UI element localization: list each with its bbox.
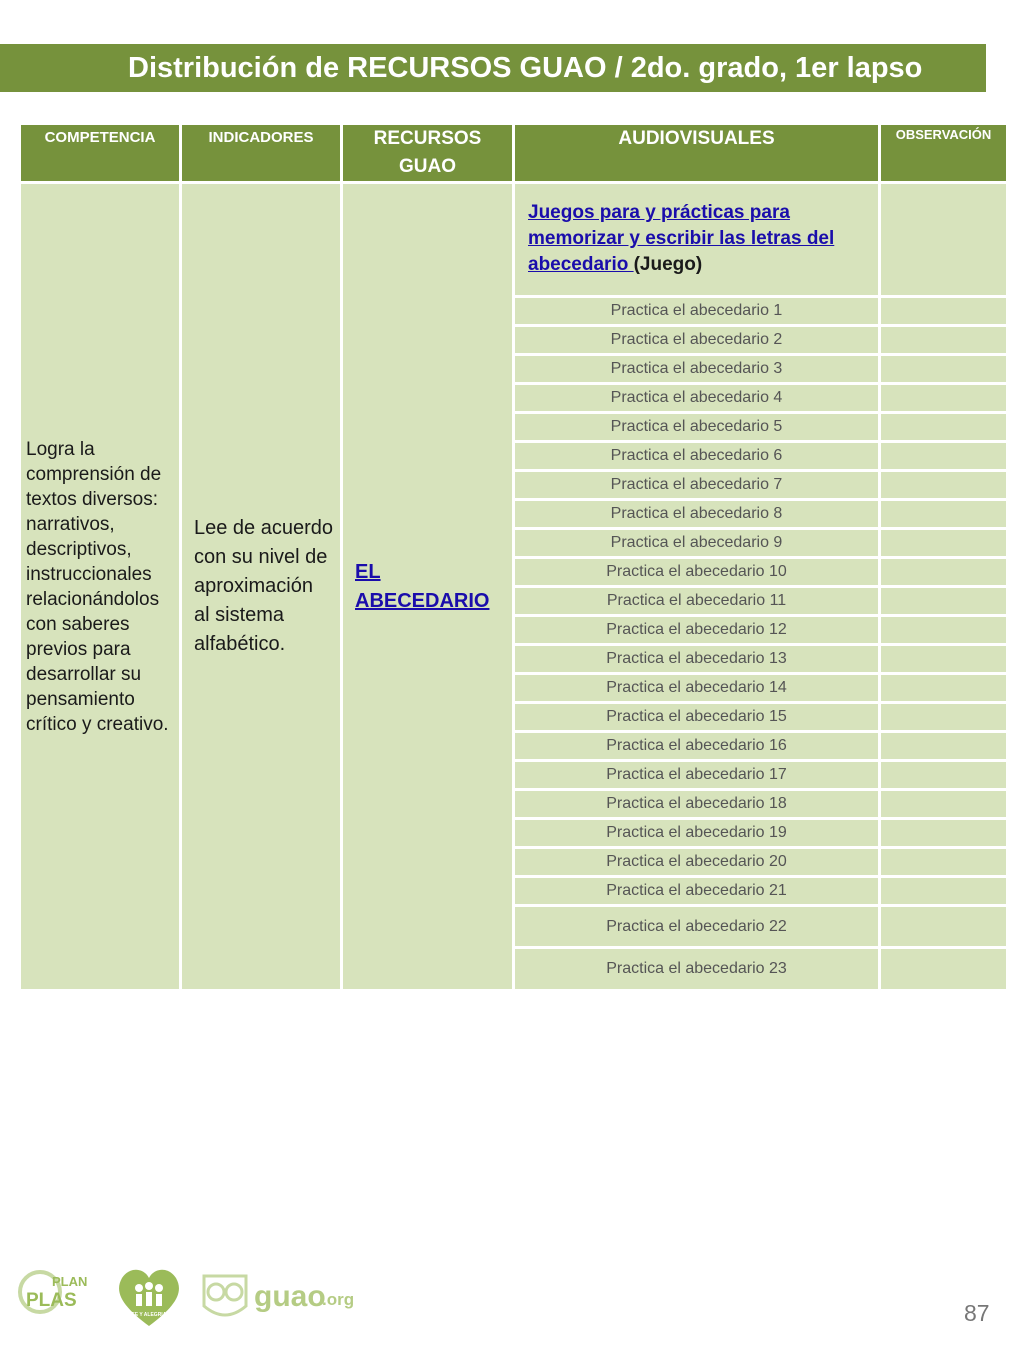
plan-pillas-logo-icon — [20, 1272, 87, 1312]
table-row — [20, 183, 1008, 297]
observacion-cell — [880, 948, 1008, 991]
juegos-abecedario-link[interactable]: Juegos para y prácticas para memorizar y escribir las letras del abecedario — [528, 202, 835, 275]
practice-item-22: Practica el abecedario 22 — [514, 906, 880, 948]
plan-logo-bottom-text: PLAS — [26, 1290, 77, 1311]
juego-cell — [514, 183, 880, 297]
observacion-cell — [880, 906, 1008, 948]
practice-item-5: Practica el abecedario 5 — [514, 413, 880, 442]
practice-item-4: Practica el abecedario 4 — [514, 384, 880, 413]
practice-item-7: Practica el abecedario 7 — [514, 471, 880, 500]
practice-item-13: Practica el abecedario 13 — [514, 645, 880, 674]
recurso-cell — [342, 183, 514, 991]
page-number: 87 — [964, 1300, 990, 1326]
observacion-cell — [880, 500, 1008, 529]
observacion-cell — [880, 703, 1008, 732]
practice-item-8: Practica el abecedario 8 — [514, 500, 880, 529]
observacion-cell — [880, 761, 1008, 790]
practice-item-16: Practica el abecedario 16 — [514, 732, 880, 761]
observacion-cell — [880, 297, 1008, 326]
col-header-competencia: COMPETENCIA — [20, 124, 181, 183]
el-abecedario-link[interactable]: EL ABECEDARIO — [355, 560, 490, 612]
fe-y-alegria-heart-icon — [119, 1270, 179, 1326]
observacion-cell — [880, 732, 1008, 761]
observacion-cell — [880, 326, 1008, 355]
observacion-cell — [880, 183, 1008, 297]
observacion-cell — [880, 616, 1008, 645]
guao-owl-icon — [204, 1276, 354, 1315]
col-header-audiovisuales: AUDIOVISUALES — [514, 124, 880, 183]
practice-item-17: Practica el abecedario 17 — [514, 761, 880, 790]
guao-logo-suffix: .org — [322, 1290, 355, 1309]
practice-item-14: Practica el abecedario 14 — [514, 674, 880, 703]
observacion-cell — [880, 355, 1008, 384]
page-title: Distribución de RECURSOS GUAO / 2do. grado, 1er lapso — [128, 52, 923, 84]
competencia-cell: Logra la comprensión de textos diversos: narrativos, descriptivos, instruccionales relacionándolos con saberes previos para desarrollar su pensamiento crítico y creativo. — [20, 183, 181, 991]
observacion-cell — [880, 587, 1008, 616]
practice-item-9: Practica el abecedario 9 — [514, 529, 880, 558]
practice-item-15: Practica el abecedario 15 — [514, 703, 880, 732]
observacion-cell — [880, 674, 1008, 703]
observacion-cell — [880, 848, 1008, 877]
practice-item-10: Practica el abecedario 10 — [514, 558, 880, 587]
observacion-cell — [880, 384, 1008, 413]
practice-item-11: Practica el abecedario 11 — [514, 587, 880, 616]
practice-item-20: Practica el abecedario 20 — [514, 848, 880, 877]
observacion-cell — [880, 558, 1008, 587]
observacion-cell — [880, 819, 1008, 848]
juego-suffix: (Juego) — [633, 254, 703, 275]
practice-item-3: Practica el abecedario 3 — [514, 355, 880, 384]
guao-logo-text: guao — [254, 1280, 326, 1313]
observacion-cell — [880, 877, 1008, 906]
observacion-cell — [880, 471, 1008, 500]
table-header-row — [20, 124, 1008, 183]
practice-item-19: Practica el abecedario 19 — [514, 819, 880, 848]
practice-item-21: Practica el abecedario 21 — [514, 877, 880, 906]
col-header-recursos-guao: RECURSOS GUAO — [342, 124, 514, 183]
resources-table — [18, 122, 1009, 992]
observacion-cell — [880, 442, 1008, 471]
observacion-cell — [880, 529, 1008, 558]
observacion-cell — [880, 413, 1008, 442]
observacion-cell — [880, 790, 1008, 819]
footer-logos — [18, 1264, 378, 1334]
practice-item-18: Practica el abecedario 18 — [514, 790, 880, 819]
plan-logo-top-text: PLAN — [52, 1274, 88, 1289]
practice-item-12: Practica el abecedario 12 — [514, 616, 880, 645]
practice-item-6: Practica el abecedario 6 — [514, 442, 880, 471]
col-header-observacion: OBSERVACIÓN — [880, 124, 1008, 183]
observacion-cell — [880, 645, 1008, 674]
fe-alegria-logo-text: FE Y ALEGRIA — [131, 1312, 167, 1318]
practice-item-23: Practica el abecedario 23 — [514, 948, 880, 991]
practice-item-1: Practica el abecedario 1 — [514, 297, 880, 326]
practice-item-2: Practica el abecedario 2 — [514, 326, 880, 355]
col-header-indicadores: INDICADORES — [181, 124, 342, 183]
indicador-cell: Lee de acuerdo con su nivel de aproximación al sistema alfabético. — [181, 183, 342, 991]
